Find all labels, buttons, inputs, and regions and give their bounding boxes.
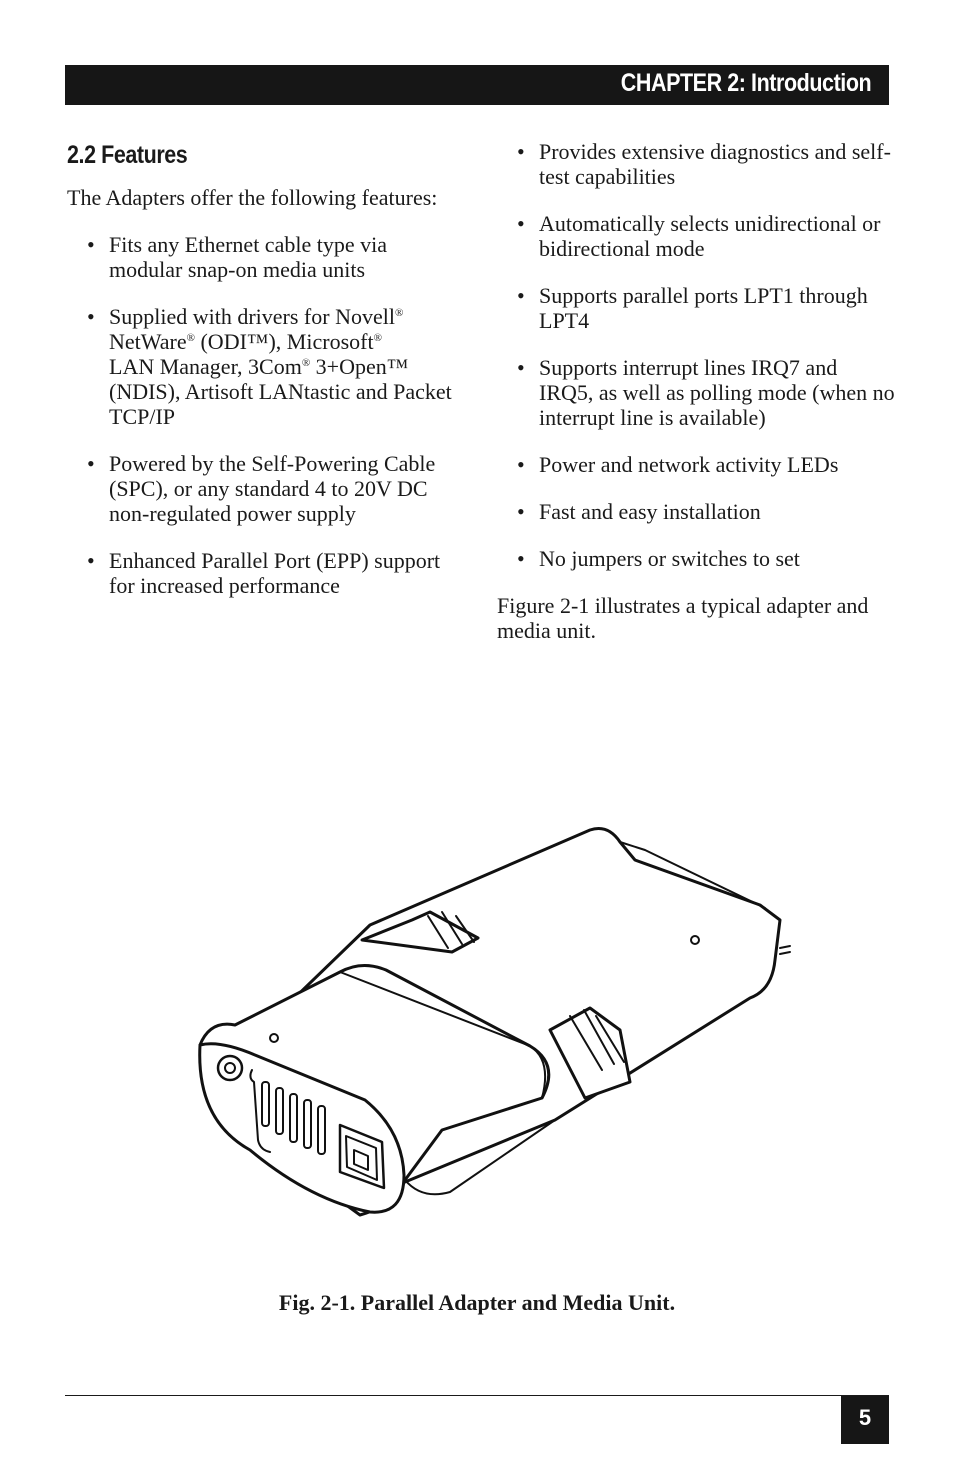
- intro-paragraph: The Adapters offer the following features:: [67, 185, 438, 210]
- feature-item: • Power and network activity LEDs: [497, 452, 897, 477]
- chapter-title: CHAPTER 2: Introduction: [620, 69, 871, 97]
- adapter-illustration: [190, 820, 810, 1240]
- footer-rule: [65, 1395, 889, 1396]
- page-number: 5: [841, 1396, 889, 1444]
- drivers-text-3: (ODI™), Microsoft: [194, 329, 374, 354]
- feature-item: • Provides extensive diagnostics and self-test capabilities: [497, 139, 897, 189]
- registered-mark: ®: [301, 357, 311, 369]
- feature-item: • Enhanced Parallel Port (EPP) support for increased performance: [67, 548, 457, 598]
- registered-mark: ®: [373, 332, 382, 344]
- drivers-text-5: 3+Open™ (NDIS), Artisoft LANtastic and Packet TCP/IP: [109, 354, 452, 429]
- feature-item: • No jumpers or switches to set: [497, 546, 897, 571]
- feature-item: • Powered by the Self-Powering Cable (SPC), or any standard 4 to 20V DC non-regulated power supply: [67, 451, 457, 526]
- right-column: [497, 139, 897, 643]
- chapter-header-bar: [65, 65, 889, 105]
- feature-item: • Fast and easy installation: [497, 499, 897, 524]
- feature-item: • Supports parallel ports LPT1 through LPT4: [497, 283, 897, 333]
- feature-item: • Supports interrupt lines IRQ7 and IRQ5, as well as polling mode (when no interrupt line is available): [497, 355, 897, 430]
- figure-caption: Fig. 2-1. Parallel Adapter and Media Unit.: [278, 1290, 676, 1315]
- section-heading: 2.2 Features: [67, 141, 188, 169]
- drivers-text-4: LAN Manager, 3Com: [109, 354, 302, 379]
- figure-reference-paragraph: Figure 2-1 illustrates a typical adapter and media unit.: [497, 593, 869, 643]
- left-column: [67, 185, 457, 620]
- feature-item: • Fits any Ethernet cable type via modular snap-on media units: [67, 232, 457, 282]
- feature-item-drivers: [67, 304, 457, 429]
- drivers-text-1: Supplied with drivers for Novell: [109, 304, 395, 329]
- feature-item: • Automatically selects unidirectional or bidirectional mode: [497, 211, 897, 261]
- registered-mark: ®: [186, 332, 195, 344]
- registered-mark: ®: [394, 307, 404, 319]
- feature-list-right: [497, 139, 897, 571]
- drivers-text-2: NetWare: [109, 329, 187, 354]
- feature-list-left: [67, 232, 457, 598]
